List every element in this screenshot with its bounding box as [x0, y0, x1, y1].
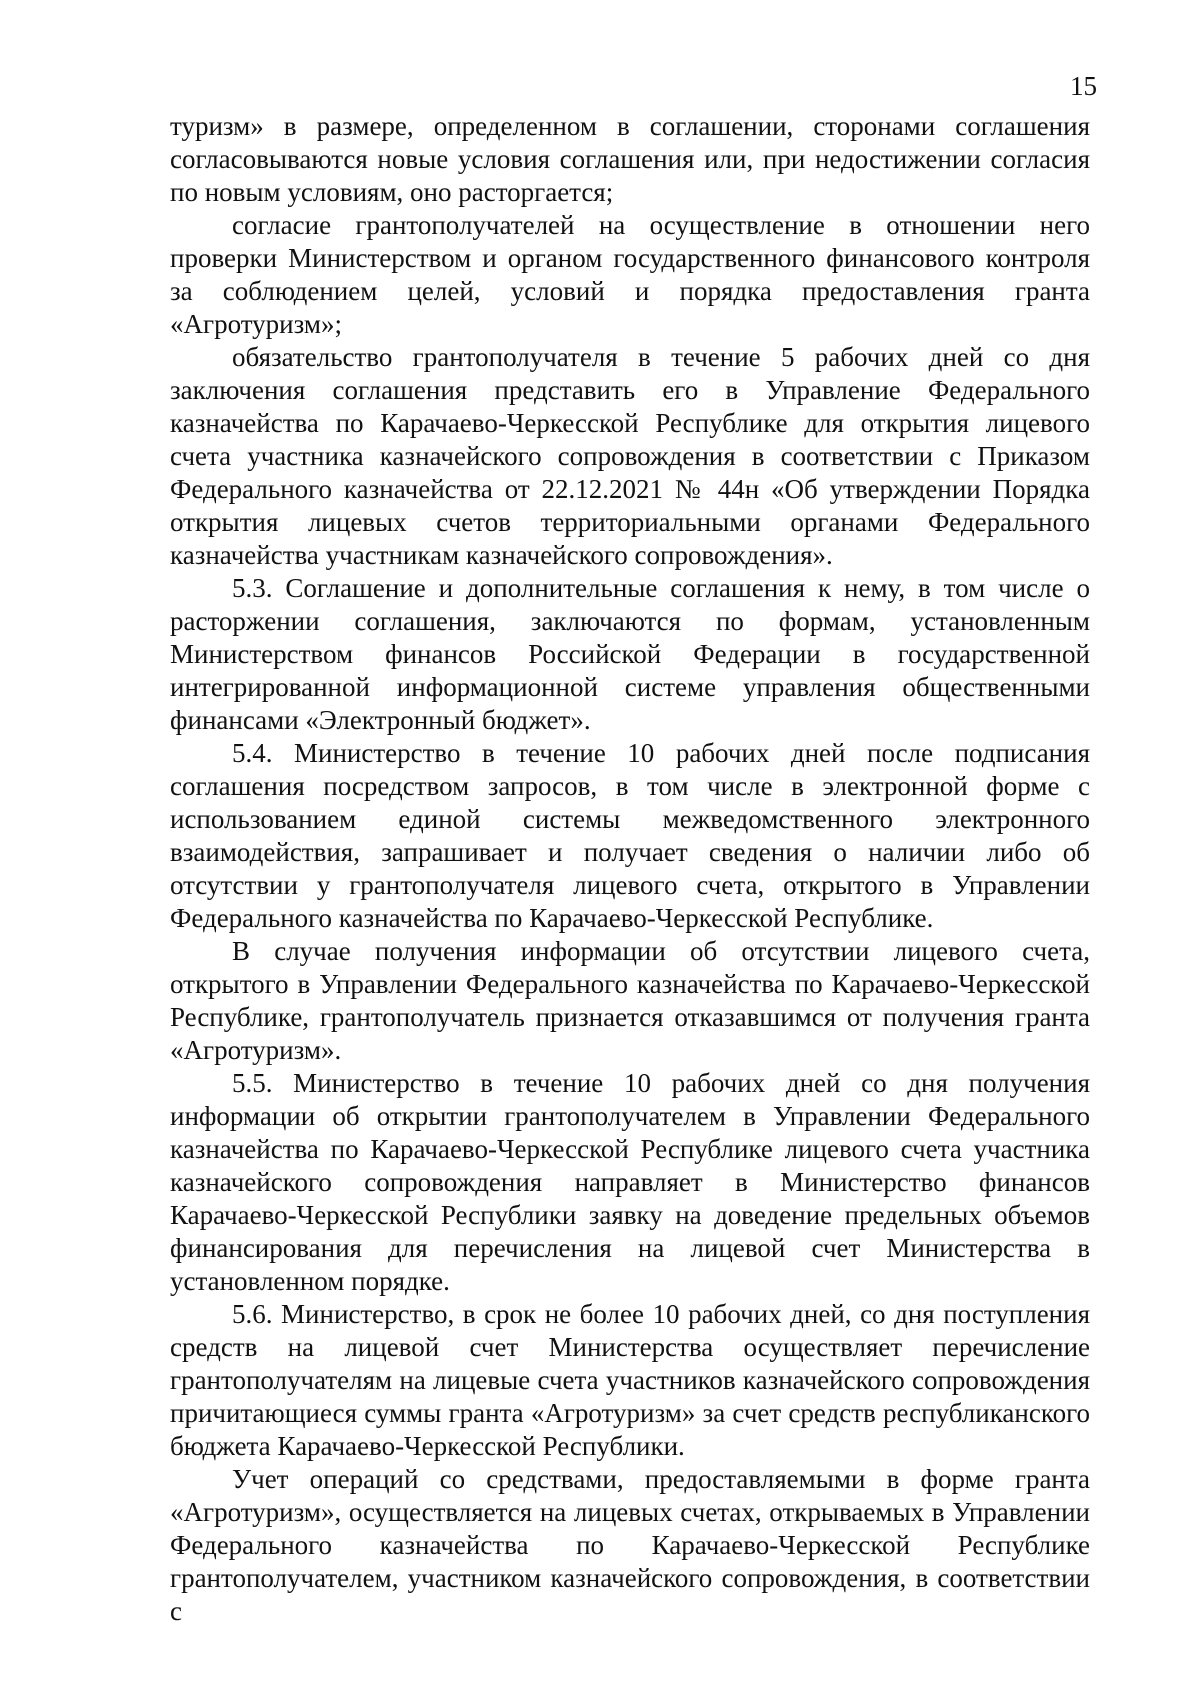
paragraph-accounting: Учет операций со средствами, предоставляемыми в форме гранта «Агротуризм», осуществляется на лицевых счетах, открываемых в Управлении Федерального казначейства по Карачаево-Черкесской Республике грантополучателем, участником казначейского сопровождения, в соответствии с: [170, 1464, 1090, 1626]
paragraph-5-6: 5.6. Министерство, в срок не более 10 рабочих дней, со дня поступления средств на лицевой счет Министерства осуществляет перечисление грантополучателям на лицевые счета участников казначейского сопровождения причитающиеся суммы гранта «Агротуризм» за счет средств республиканского бюджета Карачаево-Черкесской Республики.: [170, 1299, 1090, 1461]
document-body: [170, 110, 1090, 1628]
paragraph-5-4: 5.4. Министерство в течение 10 рабочих дней после подписания соглашения посредством запросов, в том числе в электронной форме с использованием единой системы межведомственного электронного взаимодействия, запрашивает и получает сведения о наличии либо об отсутствии у грантополучателя лицевого счета, открытого в Управлении Федерального казначейства по Карачаево-Черкесской Республике.: [170, 738, 1090, 933]
paragraph-continuation: туризм» в размере, определенном в соглашении, сторонами соглашения согласовываются новые условия соглашения или, при недостижении согласия по новым условиям, оно расторгается;: [170, 111, 1090, 207]
page-number: 15: [1070, 71, 1097, 101]
paragraph-5-3: 5.3. Соглашение и дополнительные соглашения к нему, в том числе о расторжении соглашения, заключаются по формам, установленным Министерством финансов Российской Федерации в государственной интегрированной информационной системе управления общественными финансами «Электронный бюджет».: [170, 573, 1090, 735]
paragraph-treasury-obligation: обязательство грантополучателя в течение 5 рабочих дней со дня заключения соглашения представить его в Управление Федерального казначейства по Карачаево-Черкесской Республике для открытия лицевого счета участника казначейского сопровождения в соответствии с Приказом Федерального казначейства от 22.12.2021 № 44н «Об утверждении Порядка открытия лицевых счетов территориальными органами Федерального казначейства участникам казначейского сопровождения».: [170, 342, 1090, 570]
paragraph-no-account-case: В случае получения информации об отсутствии лицевого счета, открытого в Управлении Федерального казначейства по Карачаево-Черкесской Республике, грантополучатель признается отказавшимся от получения гранта «Агротуризм».: [170, 936, 1090, 1065]
paragraph-5-5: 5.5. Министерство в течение 10 рабочих дней со дня получения информации об открытии грантополучателем в Управлении Федерального казначейства по Карачаево-Черкесской Республике лицевого счета участника казначейского сопровождения направляет в Министерство финансов Карачаево-Черкесской Республики заявку на доведение предельных объемов финансирования для перечисления на лицевой счет Министерства в установленном порядке.: [170, 1068, 1090, 1296]
paragraph-inspection-consent: согласие грантополучателей на осуществление в отношении него проверки Министерством и органом государственного финансового контроля за соблюдением целей, условий и порядка предоставления гранта «Агротуризм»;: [170, 210, 1090, 339]
